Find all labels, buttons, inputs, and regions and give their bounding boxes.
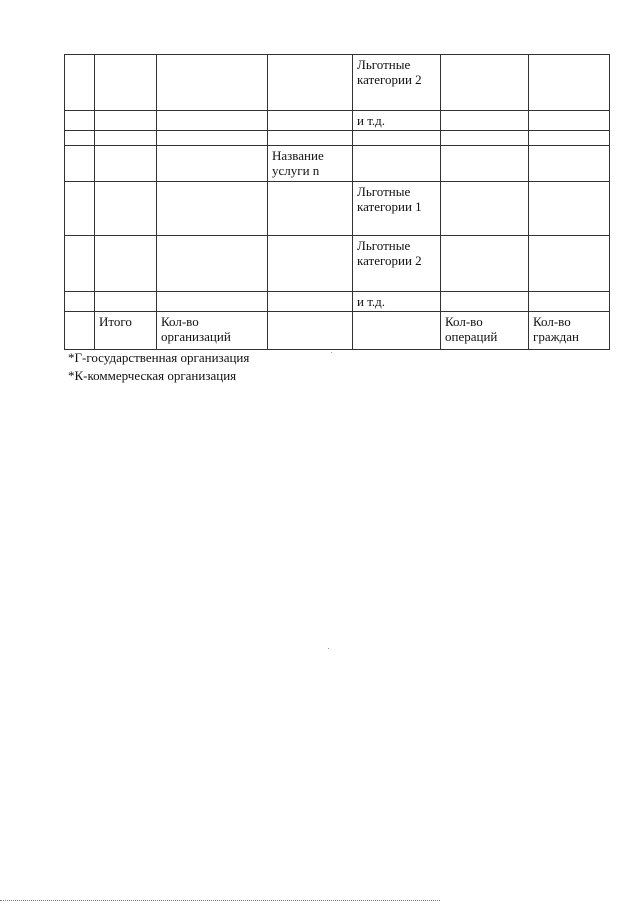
table-cell: Название услуги n <box>268 146 353 182</box>
table-cell <box>353 131 441 146</box>
table-cell <box>268 236 353 292</box>
table-cell <box>353 146 441 182</box>
table-row <box>65 55 610 111</box>
table-cell <box>95 292 157 312</box>
table-cell <box>353 312 441 350</box>
table-cell <box>529 146 610 182</box>
table-row <box>65 292 610 312</box>
table-cell <box>529 55 610 111</box>
table-row <box>65 131 610 146</box>
table-cell <box>65 236 95 292</box>
table-cell <box>157 236 268 292</box>
table-cell: и т.д. <box>353 111 441 131</box>
table-cell <box>157 131 268 146</box>
table-cell <box>95 146 157 182</box>
table-cell <box>65 111 95 131</box>
footnotes <box>68 349 249 385</box>
table-cell <box>441 111 529 131</box>
table-cell: Кол-во операций <box>441 312 529 350</box>
table-cell <box>441 131 529 146</box>
footnote-state-org: *Г-государственная организация <box>68 350 250 365</box>
table-cell <box>95 55 157 111</box>
table-cell <box>95 111 157 131</box>
table-cell <box>441 292 529 312</box>
table-cell <box>65 55 95 111</box>
table-cell <box>441 182 529 236</box>
table-row <box>65 146 610 182</box>
table-cell <box>65 292 95 312</box>
table-cell <box>529 292 610 312</box>
table-cell <box>529 131 610 146</box>
table-cell <box>95 182 157 236</box>
table-cell <box>268 131 353 146</box>
table-cell: Льготные категории 2 <box>353 236 441 292</box>
footnote-commercial-org: *К-коммерческая организация <box>68 368 237 383</box>
table-cell <box>529 236 610 292</box>
table-cell <box>441 55 529 111</box>
table-cell <box>268 182 353 236</box>
table-cell <box>95 236 157 292</box>
table-row <box>65 236 610 292</box>
services-table <box>64 54 610 350</box>
table-row <box>65 111 610 131</box>
table-cell: Льготные категории 2 <box>353 55 441 111</box>
table-cell <box>529 182 610 236</box>
table-cell <box>441 146 529 182</box>
scan-edge-line <box>0 900 440 901</box>
table-cell <box>268 111 353 131</box>
table-cell: Кол-во граждан <box>529 312 610 350</box>
table-cell <box>65 131 95 146</box>
table-cell <box>157 182 268 236</box>
table-cell <box>95 131 157 146</box>
table-body <box>65 55 610 350</box>
table-cell <box>529 111 610 131</box>
table-cell <box>268 312 353 350</box>
table-cell <box>65 312 95 350</box>
table-cell <box>268 55 353 111</box>
scan-speck <box>328 648 329 649</box>
table-cell <box>65 146 95 182</box>
table-cell <box>65 182 95 236</box>
table-cell: Итого <box>95 312 157 350</box>
table-cell <box>268 292 353 312</box>
table-cell <box>157 146 268 182</box>
table-cell <box>157 55 268 111</box>
scan-speck <box>331 352 332 353</box>
table-cell <box>157 292 268 312</box>
table-cell <box>157 111 268 131</box>
table-row <box>65 312 610 350</box>
table-row <box>65 182 610 236</box>
table-cell: и т.д. <box>353 292 441 312</box>
table-cell: Льготные категории 1 <box>353 182 441 236</box>
table-cell: Кол-во организаций <box>157 312 268 350</box>
table-cell <box>441 236 529 292</box>
